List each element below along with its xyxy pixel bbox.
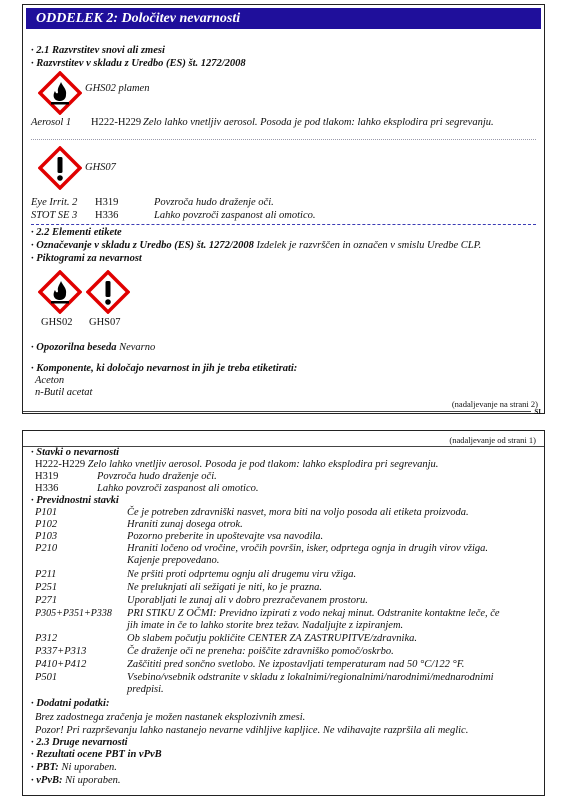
ghs02-caption: GHS02 plamen: [85, 83, 150, 94]
dotted-separator: [31, 139, 536, 140]
page-footer-rule: [23, 411, 531, 412]
h-code: H336: [35, 483, 59, 494]
components-heading: · Komponente, ki določajo nevarnost in jih je treba etiketirati:: [31, 363, 298, 374]
p-code: P410+P412: [35, 659, 87, 670]
p-text: Hraniti ločeno od vročine, vročih površin, isker, odprtega ognja in drugih virov vžiga.: [127, 543, 489, 554]
aerosol-codes: H222-H229: [91, 117, 142, 128]
h-text: Lahko povzroči zaspanost ali omotico.: [97, 483, 259, 494]
h-code: H319: [35, 471, 59, 482]
section-title: ODDELEK 2: Določitev nevarnosti: [26, 8, 541, 29]
vpvb-result: [31, 775, 121, 787]
hazard-code: H319: [95, 197, 119, 208]
hazard-class: STOT SE 3: [31, 210, 78, 221]
p-text: Uporabljati le zunaj ali v dobro prezračevanem prostoru.: [127, 595, 368, 606]
h-code: H222-H229: [35, 459, 86, 470]
component-item: n-Butil acetat: [35, 387, 93, 398]
hazard-code: H336: [95, 210, 119, 221]
signal-word: [31, 342, 155, 354]
h-text: Zelo lahko vnetljiv aerosol. Posoda je pod tlakom: lahko eksplodira pri segrevanju.: [87, 459, 439, 470]
p-code: P210: [35, 543, 58, 554]
p-text: Ne preluknjati ali sežigati je niti, ko je prazna.: [127, 582, 323, 593]
s22-labelling: [31, 240, 481, 252]
p-statements-heading: · Previdnostni stavki: [31, 495, 119, 506]
p-text: Ne pršiti proti odprtemu ognju ali drugemu viru vžiga.: [127, 569, 357, 580]
p-code: P305+P351+P338: [35, 608, 112, 619]
p-text: Pozorno preberite in upoštevajte vsa navodila.: [127, 531, 324, 542]
p-code: P211: [35, 569, 57, 580]
ghs07-exclamation-icon: [38, 146, 82, 190]
document-page-1: [22, 4, 545, 414]
p-code: P101: [35, 507, 58, 518]
vpvb-value: Ni uporaben.: [65, 775, 121, 786]
component-item: Aceton: [35, 375, 65, 386]
p-code: P102: [35, 519, 58, 530]
p-text: Zaščititi pred sončno svetlobo. Ne izpostavljati temperaturam nad 50 °C/122 °F.: [127, 659, 465, 670]
p-text: Kajenje prepovedano.: [127, 555, 220, 566]
p-text: Vsebino/vsebnik odstranite v skladu z lokalnimi/regionalnimi/narodnimi/mednarodnimi: [127, 672, 494, 683]
extra-info-line: Brez zadostnega zračenja je možen nastanek eksplozivnih zmesi.: [35, 712, 306, 723]
pictograms-heading: · Piktogrami za nevarnost: [31, 253, 142, 264]
pictogram-label: GHS07: [89, 317, 121, 328]
p-text: Če je potreben zdravniški nasvet, mora biti na voljo posoda ali etiketa proizvoda.: [127, 507, 469, 518]
language-code: SI: [534, 408, 541, 416]
ghs02-flame-icon: [38, 71, 82, 115]
dashed-separator: [31, 224, 536, 225]
p-text: Hraniti zunaj dosega otrok.: [127, 519, 243, 530]
s23-heading: · 2.3 Druge nevarnosti: [31, 737, 128, 748]
pbt-result: [31, 762, 117, 774]
hazard-text: Povzroča hudo draženje oči.: [154, 197, 274, 208]
hazard-text: Lahko povzroči zaspanost ali omotico.: [154, 210, 316, 221]
h-text: Povzroča hudo draženje oči.: [97, 471, 217, 482]
signal-word-value: Nevarno: [119, 342, 156, 353]
h-statements-heading: · Stavki o nevarnosti: [31, 447, 120, 458]
s22-heading: · 2.2 Elementi etikete: [31, 227, 122, 238]
p-code: P251: [35, 582, 58, 593]
p-text: Ob slabem počutju pokličite CENTER ZA ZASTRUPITVE/zdravnika.: [127, 633, 417, 644]
extra-info-line: Pozor! Pri razprševanju lahko nastanejo nevarne vdihljive kapljice. Ne vdihavajte razpršila ali meglic.: [35, 725, 469, 736]
p-code: P337+P313: [35, 646, 87, 657]
p-text: predpisi.: [127, 684, 164, 695]
pbt-heading: · Rezultati ocene PBT in vPvB: [31, 749, 162, 760]
p-code: P312: [35, 633, 58, 644]
p-text: Če draženje oči ne preneha: poiščite zdravniško pomoč/oskrbo.: [127, 646, 394, 657]
hazard-class: Eye Irrit. 2: [31, 197, 78, 208]
pictogram-label: GHS02: [41, 317, 73, 328]
pbt-label: · PBT:: [31, 762, 59, 773]
continued-from-note: (nadaljevanje od strani 1): [449, 435, 536, 445]
s22-labelling-text: Izdelek je razvrščen in označen v smislu Uredbe CLP.: [256, 240, 482, 251]
vpvb-label: · vPvB:: [31, 775, 63, 786]
p-text: PRI STIKU Z OČMI: Previdno izpirati z vodo nekaj minut. Odstranite kontaktne leče, če: [127, 608, 500, 619]
p-code: P103: [35, 531, 58, 542]
ghs07-exclamation-icon: [86, 270, 130, 314]
aerosol-class: Aerosol 1: [31, 117, 72, 128]
s22-labelling-title: · Označevanje v skladu z Uredbo (ES) št. 1272/2008: [31, 240, 254, 251]
s21-heading: · 2.1 Razvrstitev snovi ali zmesi: [31, 45, 165, 56]
p-code: P271: [35, 595, 58, 606]
extra-info-heading: · Dodatni podatki:: [31, 698, 110, 709]
ghs07-caption: GHS07: [85, 162, 116, 173]
ghs02-flame-icon: [38, 270, 82, 314]
h-statement: [35, 459, 438, 471]
signal-word-label: · Opozorilna beseda: [31, 342, 117, 353]
s21-regulation: · Razvrstitev v skladu z Uredbo (ES) št. 1272/2008: [31, 58, 246, 69]
continued-note: (nadaljevanje na strani 2): [451, 399, 538, 409]
pbt-value: Ni uporaben.: [61, 762, 117, 773]
document-page-2: [22, 430, 545, 796]
aerosol-text: Zelo lahko vnetljiv aerosol. Posoda je pod tlakom: lahko eksplodira pri segrevanju.: [143, 117, 494, 128]
p-text: jih imate in če to lahko storite brez težav. Nadaljujte z izpiranjem.: [127, 620, 404, 631]
p-code: P501: [35, 672, 58, 683]
